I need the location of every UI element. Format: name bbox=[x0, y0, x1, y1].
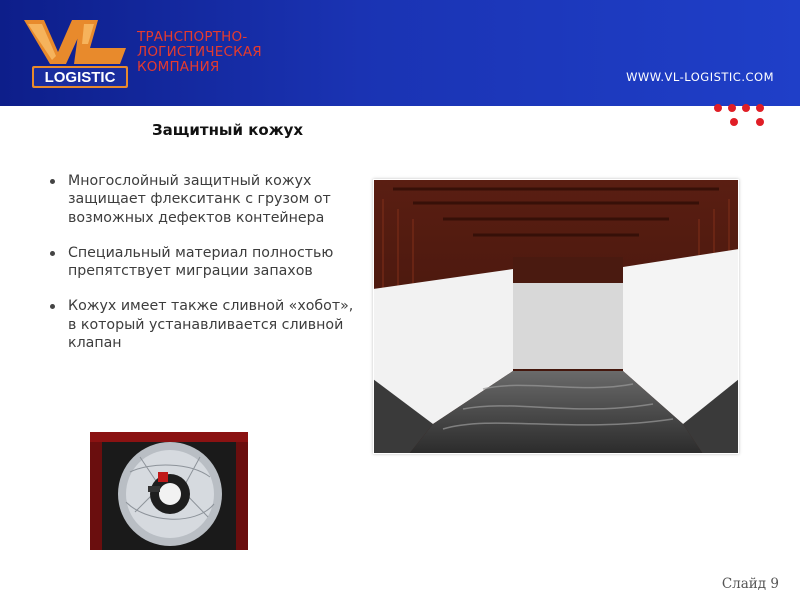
bullet-list bbox=[48, 172, 358, 369]
dot bbox=[728, 104, 736, 112]
company-line-2: ЛОГИСТИЧЕСКАЯ bbox=[137, 44, 262, 60]
container-liner-photo bbox=[373, 179, 739, 454]
dot bbox=[742, 104, 750, 112]
slide-title: Защитный кожух bbox=[152, 121, 304, 139]
website-link[interactable]: WWW.VL-LOGISTIC.COM bbox=[626, 70, 774, 84]
bullet-item: Специальный материал полностью препятствует миграции запахов bbox=[48, 244, 358, 281]
dot bbox=[730, 118, 738, 126]
header-banner bbox=[0, 0, 800, 106]
logo-text: LOGISTIC bbox=[44, 69, 116, 86]
dot bbox=[756, 104, 764, 112]
decorative-dots bbox=[714, 100, 774, 130]
bullet-item: Многослойный защитный кожух защищает флекситанк с грузом от возможных дефектов контейнера bbox=[48, 172, 358, 227]
company-name bbox=[137, 30, 262, 75]
company-line-1: ТРАНСПОРТНО- bbox=[137, 29, 248, 45]
vl-logistic-logo bbox=[22, 14, 134, 90]
dot bbox=[756, 118, 764, 126]
bullet-item: Кожух имеет также сливной «хобот», в который устанавливается сливной клапан bbox=[48, 297, 358, 352]
drain-valve-photo bbox=[90, 432, 248, 550]
company-line-3: КОМПАНИЯ bbox=[137, 59, 220, 75]
slide-number: Слайд 9 bbox=[721, 576, 779, 592]
dot bbox=[714, 104, 722, 112]
